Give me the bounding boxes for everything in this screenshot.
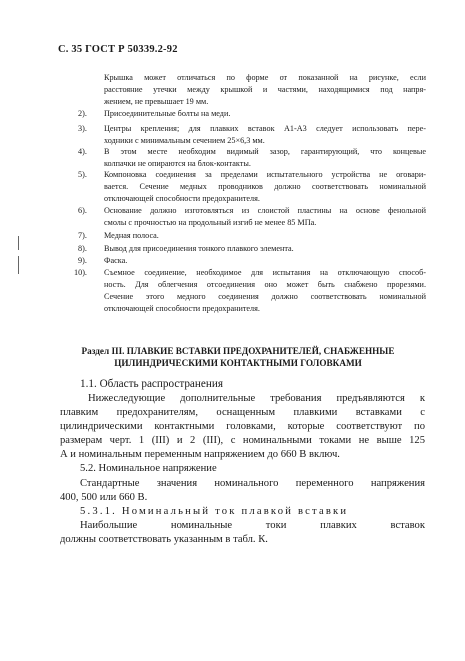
section-heading: [74, 345, 402, 369]
note-4-line-1: В этом месте необходим видимый зазор, гарантирующий, что концевые: [104, 147, 426, 156]
note-6-line-2: смолы с прочностью на продольный изгиб не менее 85 МПа.: [104, 218, 317, 227]
paragraph-1-line-5: А и номинальным переменным напряжением до 660 В включ.: [60, 449, 340, 460]
scan-mark: [18, 236, 19, 250]
note-1-line-1: Крышка может отличаться по форме от показанной на рисунке, если: [104, 73, 426, 82]
paragraph-1-line-3: цилиндрическими контактными головками, которые соответствуют по: [60, 421, 425, 432]
subsection-title-5-3-1: 5.3.1. Номинальный ток плавкой вставки: [80, 506, 349, 517]
note-5-number: 5).: [78, 170, 87, 179]
note-10-line-3: Сечение этого медного соединения должно соответствовать номинальной: [104, 292, 426, 301]
note-3-line-2: ходники с минимальным сечением 25×6,3 мм.: [104, 136, 265, 145]
note-8-text: Вывод для присоединения тонкого плавкого элемента.: [104, 244, 294, 253]
note-8-number: 8).: [78, 244, 87, 253]
note-1-line-2: расстояние утечки между крышкой и частями, находящимися под напря-: [104, 85, 426, 94]
paragraph-2-line-2: 400, 500 или 660 В.: [60, 492, 148, 503]
paragraph-1-line-1: Нижеследующие дополнительные требования предъявляются к: [88, 393, 425, 404]
note-9-text: Фаска.: [104, 256, 128, 265]
note-10-line-4: отключающей способности предохранителя.: [104, 304, 260, 313]
note-5-line-1: Компоновка соединения за пределами испытательного устройства не оговари-: [104, 170, 426, 179]
note-6-line-1: Основание должно изготовляться из слоистой пластины на основе фенольной: [104, 206, 426, 215]
note-4-line-2: колпачки не опираются на блок-контакты.: [104, 159, 251, 168]
note-10-line-1: Съемное соединение, необходимое для испытания на отключающую способ-: [104, 268, 426, 277]
note-1-line-3: жением, не превышает 19 мм.: [104, 97, 209, 106]
note-5-line-3: отключающей способности предохранителя.: [104, 194, 260, 203]
note-6-number: 6).: [78, 206, 87, 215]
note-3-number: 3).: [78, 124, 87, 133]
paragraph-2-line-1: Стандартные значения номинального переменного напряжения: [80, 478, 425, 489]
note-10-line-2: ность. Для облегчения отсоединения оно может быть снабжено прорезями.: [104, 280, 426, 289]
note-7-text: Медная полоса.: [104, 231, 159, 240]
section-heading-line-2: ЦИЛИНДРИЧЕСКИМИ КОНТАКТНЫМИ ГОЛОВКАМИ: [114, 358, 362, 368]
paragraph-1-line-4: размерам черт. 1 (III) и 2 (III), с номинальными токами не выше 125: [60, 435, 425, 446]
paragraph-3-line-2: должны соответствовать указанным в табл. К.: [60, 534, 268, 545]
paragraph-3-line-1: Наибольшие номинальные токи плавких вставок: [80, 520, 425, 531]
note-7-number: 7).: [78, 231, 87, 240]
note-4-number: 4).: [78, 147, 87, 156]
page-header: С. 35 ГОСТ Р 50339.2-92: [58, 44, 178, 55]
note-5-line-2: вается. Сечение медных проводников должно соответствовать номинальной: [104, 182, 426, 191]
note-2-text: Присоединительные болты на меди.: [104, 109, 231, 118]
note-9-number: 9).: [78, 256, 87, 265]
paragraph-1-line-2: плавким предохранителям, оснащенным плавкими вставками с: [60, 407, 425, 418]
note-2-number: 2).: [78, 109, 87, 118]
subsection-title-1-1: 1.1. Область распространения: [80, 378, 223, 390]
note-10-number: 10).: [74, 268, 87, 277]
note-3-line-1: Центры крепления; для плавких вставок А1-А3 следует использовать пере-: [104, 124, 426, 133]
section-heading-line-1: Раздел III. ПЛАВКИЕ ВСТАВКИ ПРЕДОХРАНИТЕЛЕЙ, СНАБЖЕННЫЕ: [81, 346, 395, 356]
subsection-title-5-2: 5.2. Номинальное напряжение: [80, 463, 217, 474]
scan-mark: [18, 256, 19, 274]
